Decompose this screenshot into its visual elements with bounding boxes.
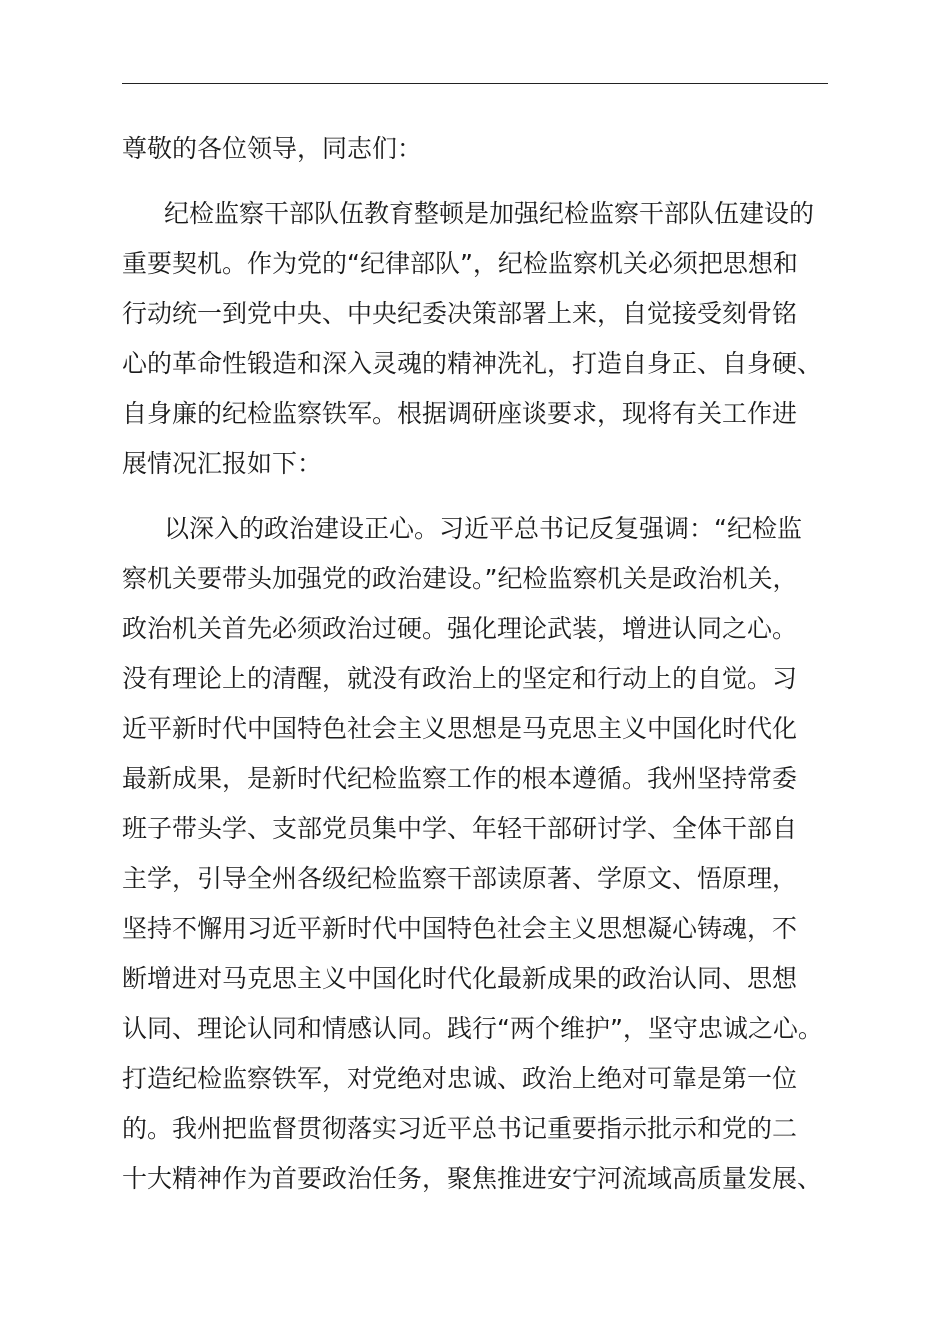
paragraph-line: 察机关要带头加强党的政治建设。”纪检监察机关是政治机关，	[122, 564, 798, 593]
paragraph-line: 自身廉的纪检监察铁军。根据调研座谈要求，现将有关工作进	[122, 399, 798, 428]
paragraph-line: 认同、理论认同和情感认同。践行“两个维护”，坚守忠诚之心。	[122, 1014, 823, 1043]
header-rule	[122, 83, 828, 84]
paragraph-line: 行动统一到党中央、中央纪委决策部署上来，自觉接受刻骨铭	[122, 299, 798, 328]
paragraph-line: 最新成果，是新时代纪检监察工作的根本遵循。我州坚持常委	[122, 764, 798, 793]
paragraph-line: 十大精神作为首要政治任务，聚焦推进安宁河流域高质量发展、	[122, 1164, 823, 1193]
paragraph-line: 打造纪检监察铁军，对党绝对忠诚、政治上绝对可靠是第一位	[122, 1064, 798, 1093]
paragraph-line: 展情况汇报如下：	[122, 449, 323, 478]
paragraph-line: 坚持不懈用习近平新时代中国特色社会主义思想凝心铸魂，不	[122, 914, 798, 943]
paragraph-line: 班子带头学、支部党员集中学、年轻干部研讨学、全体干部自	[122, 814, 798, 843]
paragraph-intro	[122, 189, 828, 489]
paragraph-line: 近平新时代中国特色社会主义思想是马克思主义中国化时代化	[122, 714, 798, 743]
paragraph-line: 没有理论上的清醒，就没有政治上的坚定和行动上的自觉。习	[122, 664, 798, 693]
salutation: 尊敬的各位领导，同志们：	[122, 134, 423, 163]
paragraph-line: 的。我州把监督贯彻落实习近平总书记重要指示批示和党的二	[122, 1114, 798, 1143]
paragraph-political-building	[122, 504, 828, 1204]
paragraph-line: 重要契机。作为党的“纪律部队”，纪检监察机关必须把思想和	[122, 249, 798, 278]
paragraph-line: 纪检监察干部队伍教育整顿是加强纪检监察干部队伍建设的	[164, 199, 815, 228]
paragraph-line: 政治机关首先必须政治过硬。强化理论武装，增进认同之心。	[122, 614, 798, 643]
paragraph-line: 以深入的政治建设正心。习近平总书记反复强调：“纪检监	[164, 514, 802, 543]
paragraph-line: 心的革命性锻造和深入灵魂的精神洗礼，打造自身正、自身硬、	[122, 349, 823, 378]
paragraph-line: 断增进对马克思主义中国化时代化最新成果的政治认同、思想	[122, 964, 798, 993]
paragraph-line: 主学，引导全州各级纪检监察干部读原著、学原文、悟原理，	[122, 864, 798, 893]
document-body	[122, 124, 828, 1204]
